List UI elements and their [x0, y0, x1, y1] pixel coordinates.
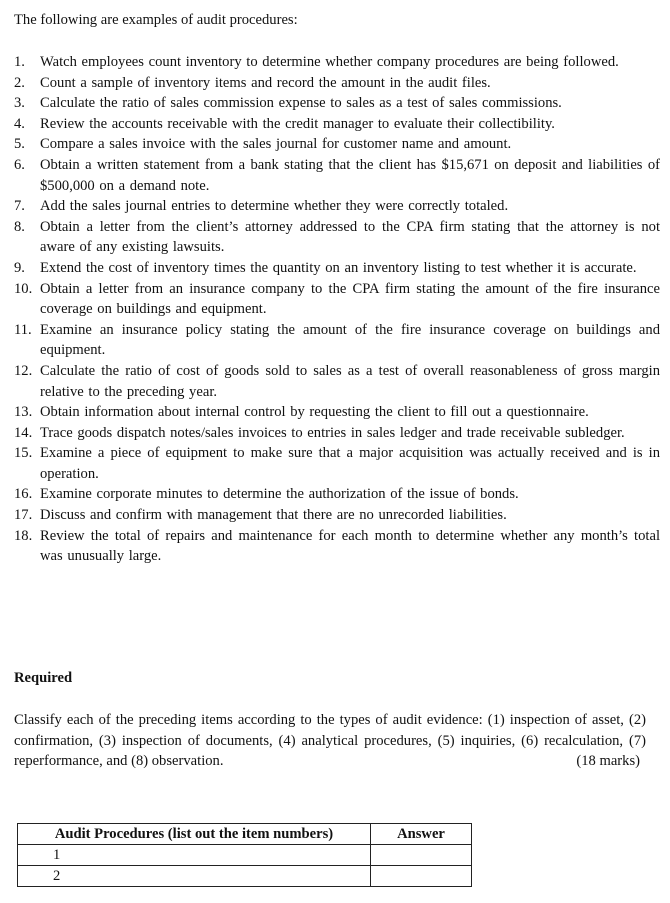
procedure-list	[14, 52, 660, 567]
list-item	[14, 155, 660, 196]
item-text: Watch employees count inventory to determine whether company procedures are being followed.	[40, 54, 619, 70]
item-text: Extend the cost of inventory times the quantity on an inventory listing to test whether it is accurate.	[40, 259, 637, 276]
item-number: 7.	[14, 198, 25, 215]
list-item	[14, 114, 660, 135]
item-text: Calculate the ratio of cost of goods sold to sales as a test of overall reasonableness of gross margin relative to the preceding year.	[40, 362, 660, 400]
list-item	[14, 526, 660, 567]
item-number: 11.	[14, 321, 32, 338]
item-text: Examine an insurance policy stating the amount of the fire insurance coverage on buildings and equipment.	[40, 321, 660, 359]
list-item	[14, 52, 660, 73]
item-number: 17.	[14, 507, 33, 524]
list-item	[14, 93, 660, 114]
item-number: 5.	[14, 136, 25, 153]
item-number: 18.	[14, 527, 33, 544]
item-number: 9.	[14, 259, 25, 276]
table-row	[18, 845, 472, 866]
list-item	[14, 361, 660, 402]
item-number: 16.	[14, 486, 33, 503]
answer-table	[17, 823, 472, 887]
list-item	[14, 402, 660, 423]
marks-label: (18 marks)	[576, 753, 640, 770]
item-text: Add the sales journal entries to determine whether they were correctly totaled.	[40, 198, 509, 215]
table-row	[18, 866, 472, 887]
item-number: 15.	[14, 445, 33, 462]
row-item-number: 1	[18, 845, 371, 866]
list-item	[14, 279, 660, 320]
row-answer-cell[interactable]	[371, 845, 472, 866]
intro-text: The following are examples of audit procedures:	[14, 12, 298, 28]
item-number: 1.	[14, 54, 25, 70]
item-text: Discuss and confirm with management that there are no unrecorded liabilities.	[40, 507, 507, 524]
list-item	[14, 134, 660, 155]
item-text: Obtain a written statement from a bank stating that the client has $15,671 on deposit and liabilities of $500,000 on a demand note.	[40, 156, 660, 194]
table-header-row	[18, 824, 472, 845]
list-item	[14, 423, 660, 444]
header-answer: Answer	[371, 824, 472, 845]
item-text: Compare a sales invoice with the sales journal for customer name and amount.	[40, 136, 512, 153]
list-item	[14, 258, 660, 279]
item-text: Obtain a letter from an insurance company to the CPA firm stating the amount of the fire insurance coverage on buildings and equipment.	[40, 280, 660, 318]
instructions-text: Classify each of the preceding items according to the types of audit evidence: (1) inspection of asset, (2) confirmation, (3) inspection of documents, (4) analytical procedures, (5) inquiries, (6) recalculation, (7) reperformance, and (8) observation.	[14, 712, 646, 770]
item-text: Calculate the ratio of sales commission expense to sales as a test of sales commissions.	[40, 95, 562, 112]
item-text: Examine a piece of equipment to make sure that a major acquisition was actually received and is in operation.	[40, 445, 660, 482]
list-item	[14, 443, 660, 484]
list-item	[14, 484, 660, 505]
item-text: Obtain information about internal control by requesting the client to fill out a questionnaire.	[40, 404, 589, 421]
instructions-paragraph	[14, 710, 646, 772]
item-number: 13.	[14, 404, 33, 421]
list-item	[14, 73, 660, 94]
header-audit-procedures: Audit Procedures (list out the item numbers)	[18, 824, 371, 845]
item-text: Examine corporate minutes to determine the authorization of the issue of bonds.	[40, 486, 519, 503]
list-item	[14, 505, 660, 526]
item-text: Count a sample of inventory items and record the amount in the audit files.	[40, 74, 491, 91]
item-number: 2.	[14, 74, 25, 91]
item-number: 4.	[14, 115, 25, 132]
item-text: Review the accounts receivable with the credit manager to evaluate their collectibility.	[40, 115, 555, 132]
row-item-number: 2	[18, 866, 371, 887]
row-answer-cell[interactable]	[371, 866, 472, 887]
item-number: 8.	[14, 218, 25, 235]
list-item	[14, 196, 660, 217]
item-text: Trace goods dispatch notes/sales invoices to entries in sales ledger and trade receivable subledger.	[40, 424, 625, 441]
item-number: 10.	[14, 280, 33, 297]
item-text: Obtain a letter from the client’s attorney addressed to the CPA firm stating that the attorney is not aware of any existing lawsuits.	[40, 218, 660, 256]
list-item	[14, 217, 660, 258]
item-number: 6.	[14, 156, 25, 173]
list-item	[14, 320, 660, 361]
item-number: 14.	[14, 424, 33, 441]
required-heading: Required	[14, 670, 73, 686]
item-number: 3.	[14, 95, 25, 112]
item-number: 12.	[14, 362, 33, 379]
item-text: Review the total of repairs and maintenance for each month to determine whether any month’s total was unusually large.	[40, 527, 660, 565]
